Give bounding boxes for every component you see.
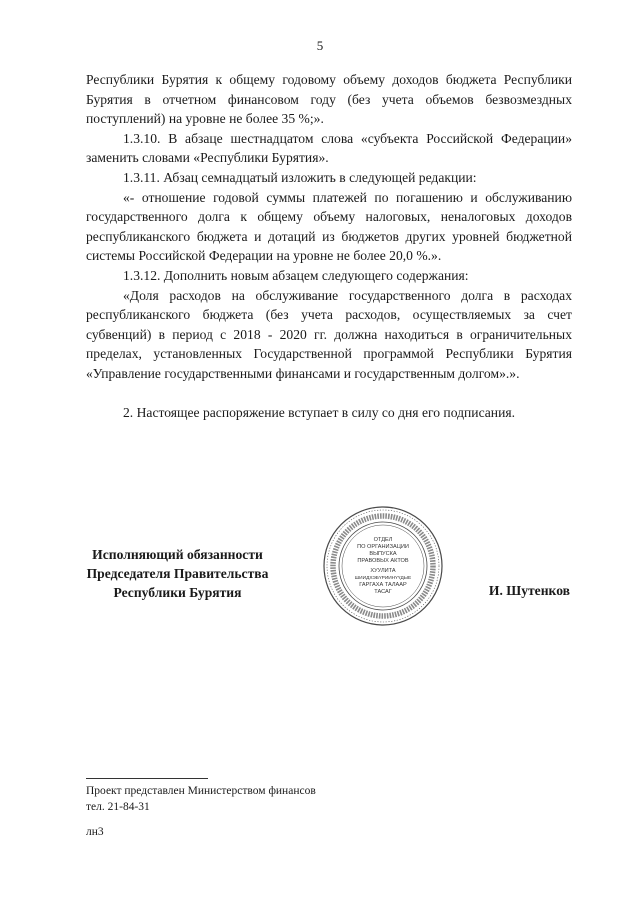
signatory-name: И. Шутенков (488, 583, 570, 598)
page-number: 5 (316, 38, 324, 53)
stamp-text: ПО ОРГАНИЗАЦИИ (357, 544, 409, 550)
stamp-text: ОТДЕЛ (373, 537, 393, 543)
document-body (86, 70, 572, 422)
paragraph: 1.3.11. Абзац семнадцатый изложить в следующей редакции: (123, 169, 477, 185)
stamp-text: ХУУЛИТА (370, 568, 396, 574)
stamp-text: ПРАВОВЫХ АКТОВ (357, 558, 409, 564)
signatory-position-line: Исполняющий обязанности (92, 547, 263, 562)
paragraph: Республики Бурятия к общему годовому объему доходов бюджета Республики Бурятия в отчетном финансовом году (без учета объемов безвозмездных поступлений) на уровне не более 35 %;». (86, 72, 572, 127)
paragraph: 1.3.10. В абзаце шестнадцатом слова «субъекта Российской Федерации» заменить словами «Республики Бурятия». (86, 130, 572, 166)
signatory-position-line: Республики Бурятия (113, 585, 242, 600)
footnote-line: Проект представлен Министерством финансов (86, 785, 316, 797)
footnote-divider (86, 778, 208, 779)
stamp-text: ТАСАГ (374, 589, 392, 595)
footnote (86, 783, 316, 815)
stamp-text: ВЫПУСКА (369, 551, 397, 557)
paragraph: «- отношение годовой суммы платежей по погашению и обслуживанию государственного долга к общему объему налоговых, неналоговых доходов республиканского бюджета и дотаций из бюджетов других уровней бюджетной системы Российской Федерации на уровне не более 20,0 %.». (86, 189, 572, 264)
signatory-position (86, 545, 269, 602)
paragraph: 1.3.12. Дополнить новым абзацем следующего содержания: (123, 267, 469, 283)
stamp-text: ШИИДХЭБҮРИИНҮҮДЫЕ (354, 576, 412, 581)
footnote-line: тел. 21-84-31 (86, 801, 150, 813)
paragraph: 2. Настоящее распоряжение вступает в силу со дня его подписания. (123, 404, 516, 420)
stamp-text: ГАРГАХА ТАЛААР (359, 582, 407, 588)
paragraph: «Доля расходов на обслуживание государственного долга в расходах республиканского бюджета (без учета расходов, осуществляемых за счет субвенций) в период с 2018 - 2020 гг. должна находиться в ограничительных пределах, установленных Государственной программой Республики Бурятия «Управление государственными финансами и государственным долгом».». (86, 287, 572, 381)
official-seal-stamp (322, 505, 444, 627)
signatory-position-line: Председателя Правительства (86, 566, 269, 581)
document-code: лн3 (86, 826, 104, 838)
